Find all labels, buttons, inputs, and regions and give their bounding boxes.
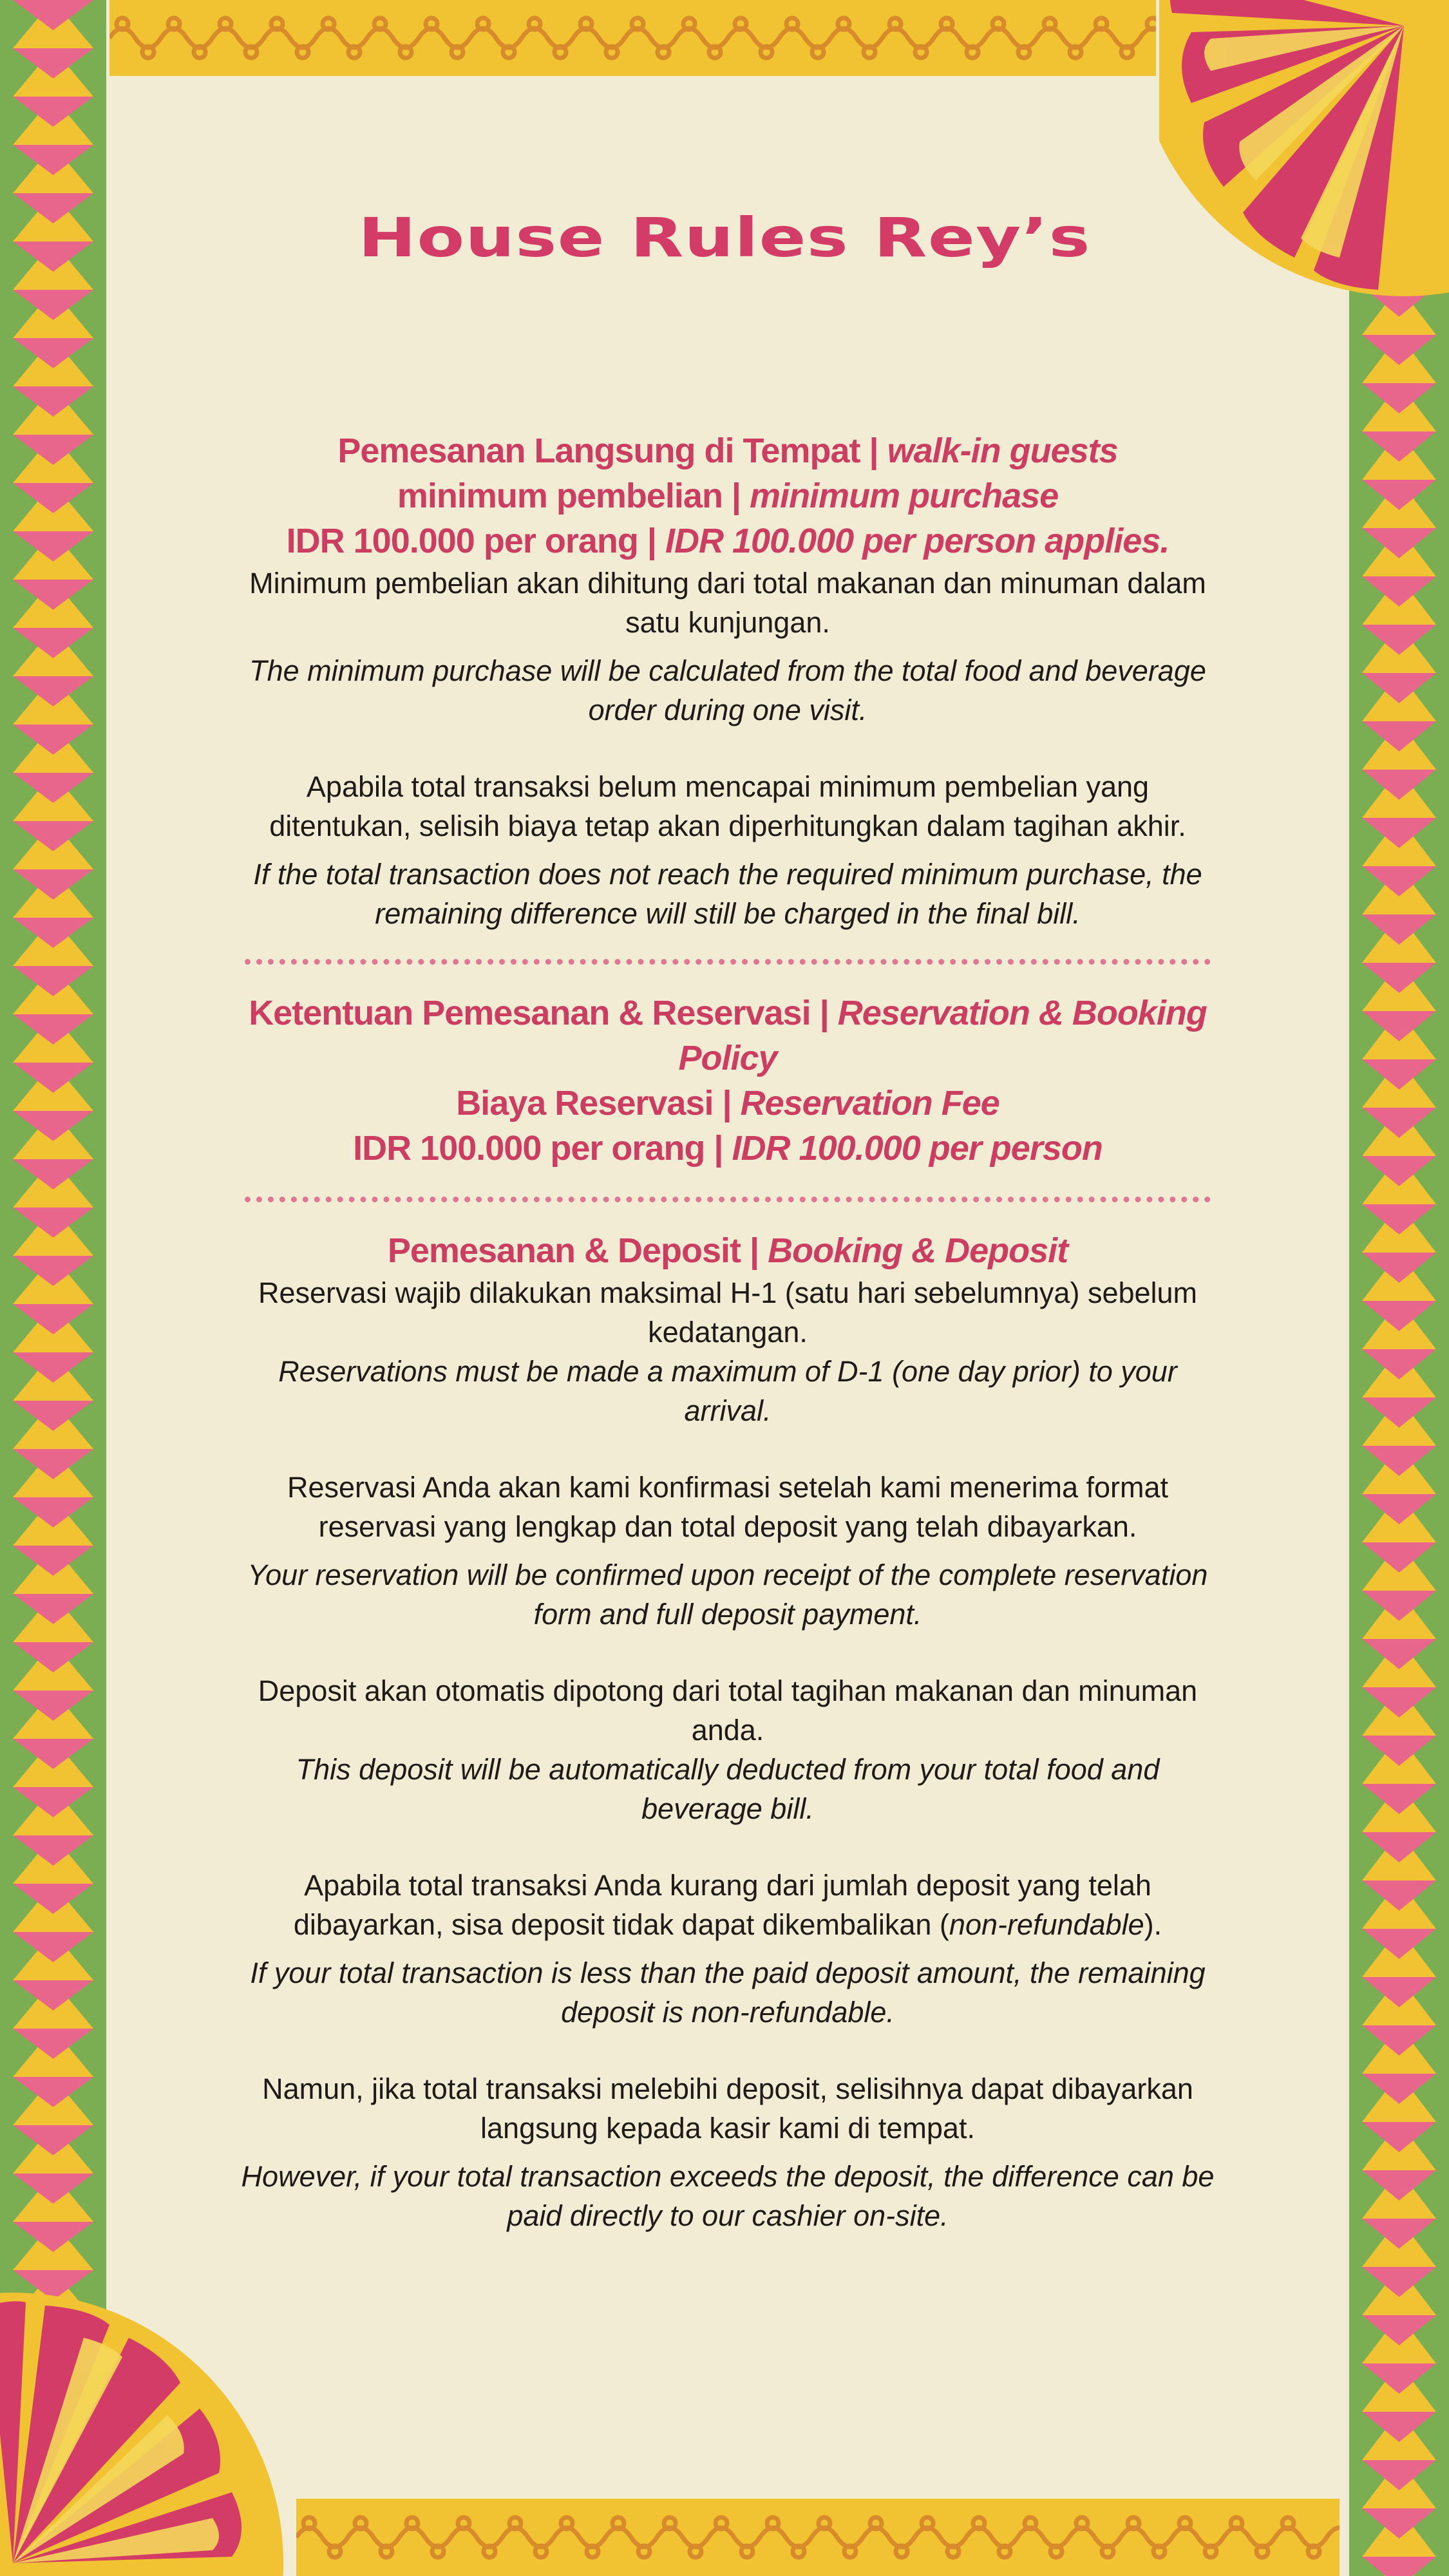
- reservation-policy-section: [238, 990, 1217, 1171]
- excess-payment-text-id-1: Namun, jika total transaksi melebihi deposit, selisihnya dapat dibayarkan: [262, 2072, 1193, 2105]
- minimum-purchase-heading: minimum pembelian | minimum purchase: [397, 477, 1059, 515]
- non-refundable-text-en: If your total transaction is less than the paid deposit amount, the remaining deposit is non-refundable.: [250, 1956, 1206, 2029]
- excess-payment-text-id-2: langsung kepada kasir kami di tempat.: [480, 2112, 975, 2145]
- reservation-fee-price: IDR 100.000 per orang | IDR 100.000 per person: [353, 1129, 1103, 1168]
- non-refundable-text-id: Apabila total transaksi Anda kurang dari jumlah deposit yang telah dibayarkan, sisa deposit tidak dapat dikembalikan (non-refundable).: [293, 1869, 1162, 1941]
- minimum-purchase-text-id: Minimum pembelian akan dihitung dari total makanan dan minuman dalam satu kunjungan.: [249, 567, 1206, 639]
- bottom-decorative-band: [296, 2499, 1340, 2576]
- top-decorative-band: [109, 0, 1156, 76]
- flower-corner-bottom-left: [0, 2260, 283, 2576]
- page-title: House Rules Rey’s: [358, 206, 1091, 269]
- left-triangle-border: [0, 0, 106, 2576]
- walk-in-section: [238, 428, 1217, 933]
- difference-charge-text-en: If the total transaction does not reach the required minimum purchase, the remaining difference will still be charged in the final bill.: [253, 858, 1202, 930]
- deposit-deduct-text-en: This deposit will be automatically deducted from your total food and beverage bill.: [296, 1753, 1160, 1825]
- minimum-purchase-price: IDR 100.000 per orang | IDR 100.000 per person applies.: [286, 522, 1170, 560]
- reservation-confirm-text-en: Your reservation will be confirmed upon receipt of the complete reservation form and full deposit payment.: [247, 1558, 1208, 1631]
- deposit-deduct-text-id: Deposit akan otomatis dipotong dari total tagihan makanan dan minuman anda.: [258, 1674, 1198, 1747]
- reservation-confirm-text-id: Reservasi Anda akan kami konfirmasi setelah kami menerima format reservasi yang lengkap dan total deposit yang telah dibayarkan.: [287, 1471, 1169, 1543]
- rules-content: [238, 428, 1217, 2235]
- excess-payment-text-en: However, if your total transaction exceeds the deposit, the difference can be paid directly to our cashier on-site.: [241, 2160, 1215, 2232]
- minimum-purchase-text-en: The minimum purchase will be calculated from the total food and beverage order during one visit.: [249, 654, 1206, 726]
- reservation-fee-heading: Biaya Reservasi | Reservation Fee: [456, 1084, 999, 1122]
- reservation-deadline-text-id: Reservasi wajib dilakukan maksimal H-1 (satu hari sebelumnya) sebelum kedatangan.: [258, 1276, 1198, 1349]
- booking-deposit-heading: Pemesanan & Deposit | Booking & Deposit: [387, 1231, 1068, 1270]
- booking-deposit-section: [238, 1228, 1217, 2235]
- reservation-deadline-text-en: Reservations must be made a maximum of D-1 (one day prior) to your arrival.: [278, 1355, 1177, 1427]
- dotted-divider: [245, 1197, 1211, 1202]
- reservation-policy-heading: Ketentuan Pemesanan & Reservasi | Reservation & Booking Policy: [249, 994, 1207, 1077]
- difference-charge-text-id: Apabila total transaksi belum mencapai minimum pembelian yang ditentukan, selisih biaya tetap akan diperhitungkan dalam tagihan akhir.: [269, 770, 1186, 842]
- dotted-divider: [245, 959, 1211, 965]
- walk-in-heading: Pemesanan Langsung di Tempat | walk-in guests: [337, 431, 1118, 470]
- right-triangle-border: [1349, 287, 1449, 2576]
